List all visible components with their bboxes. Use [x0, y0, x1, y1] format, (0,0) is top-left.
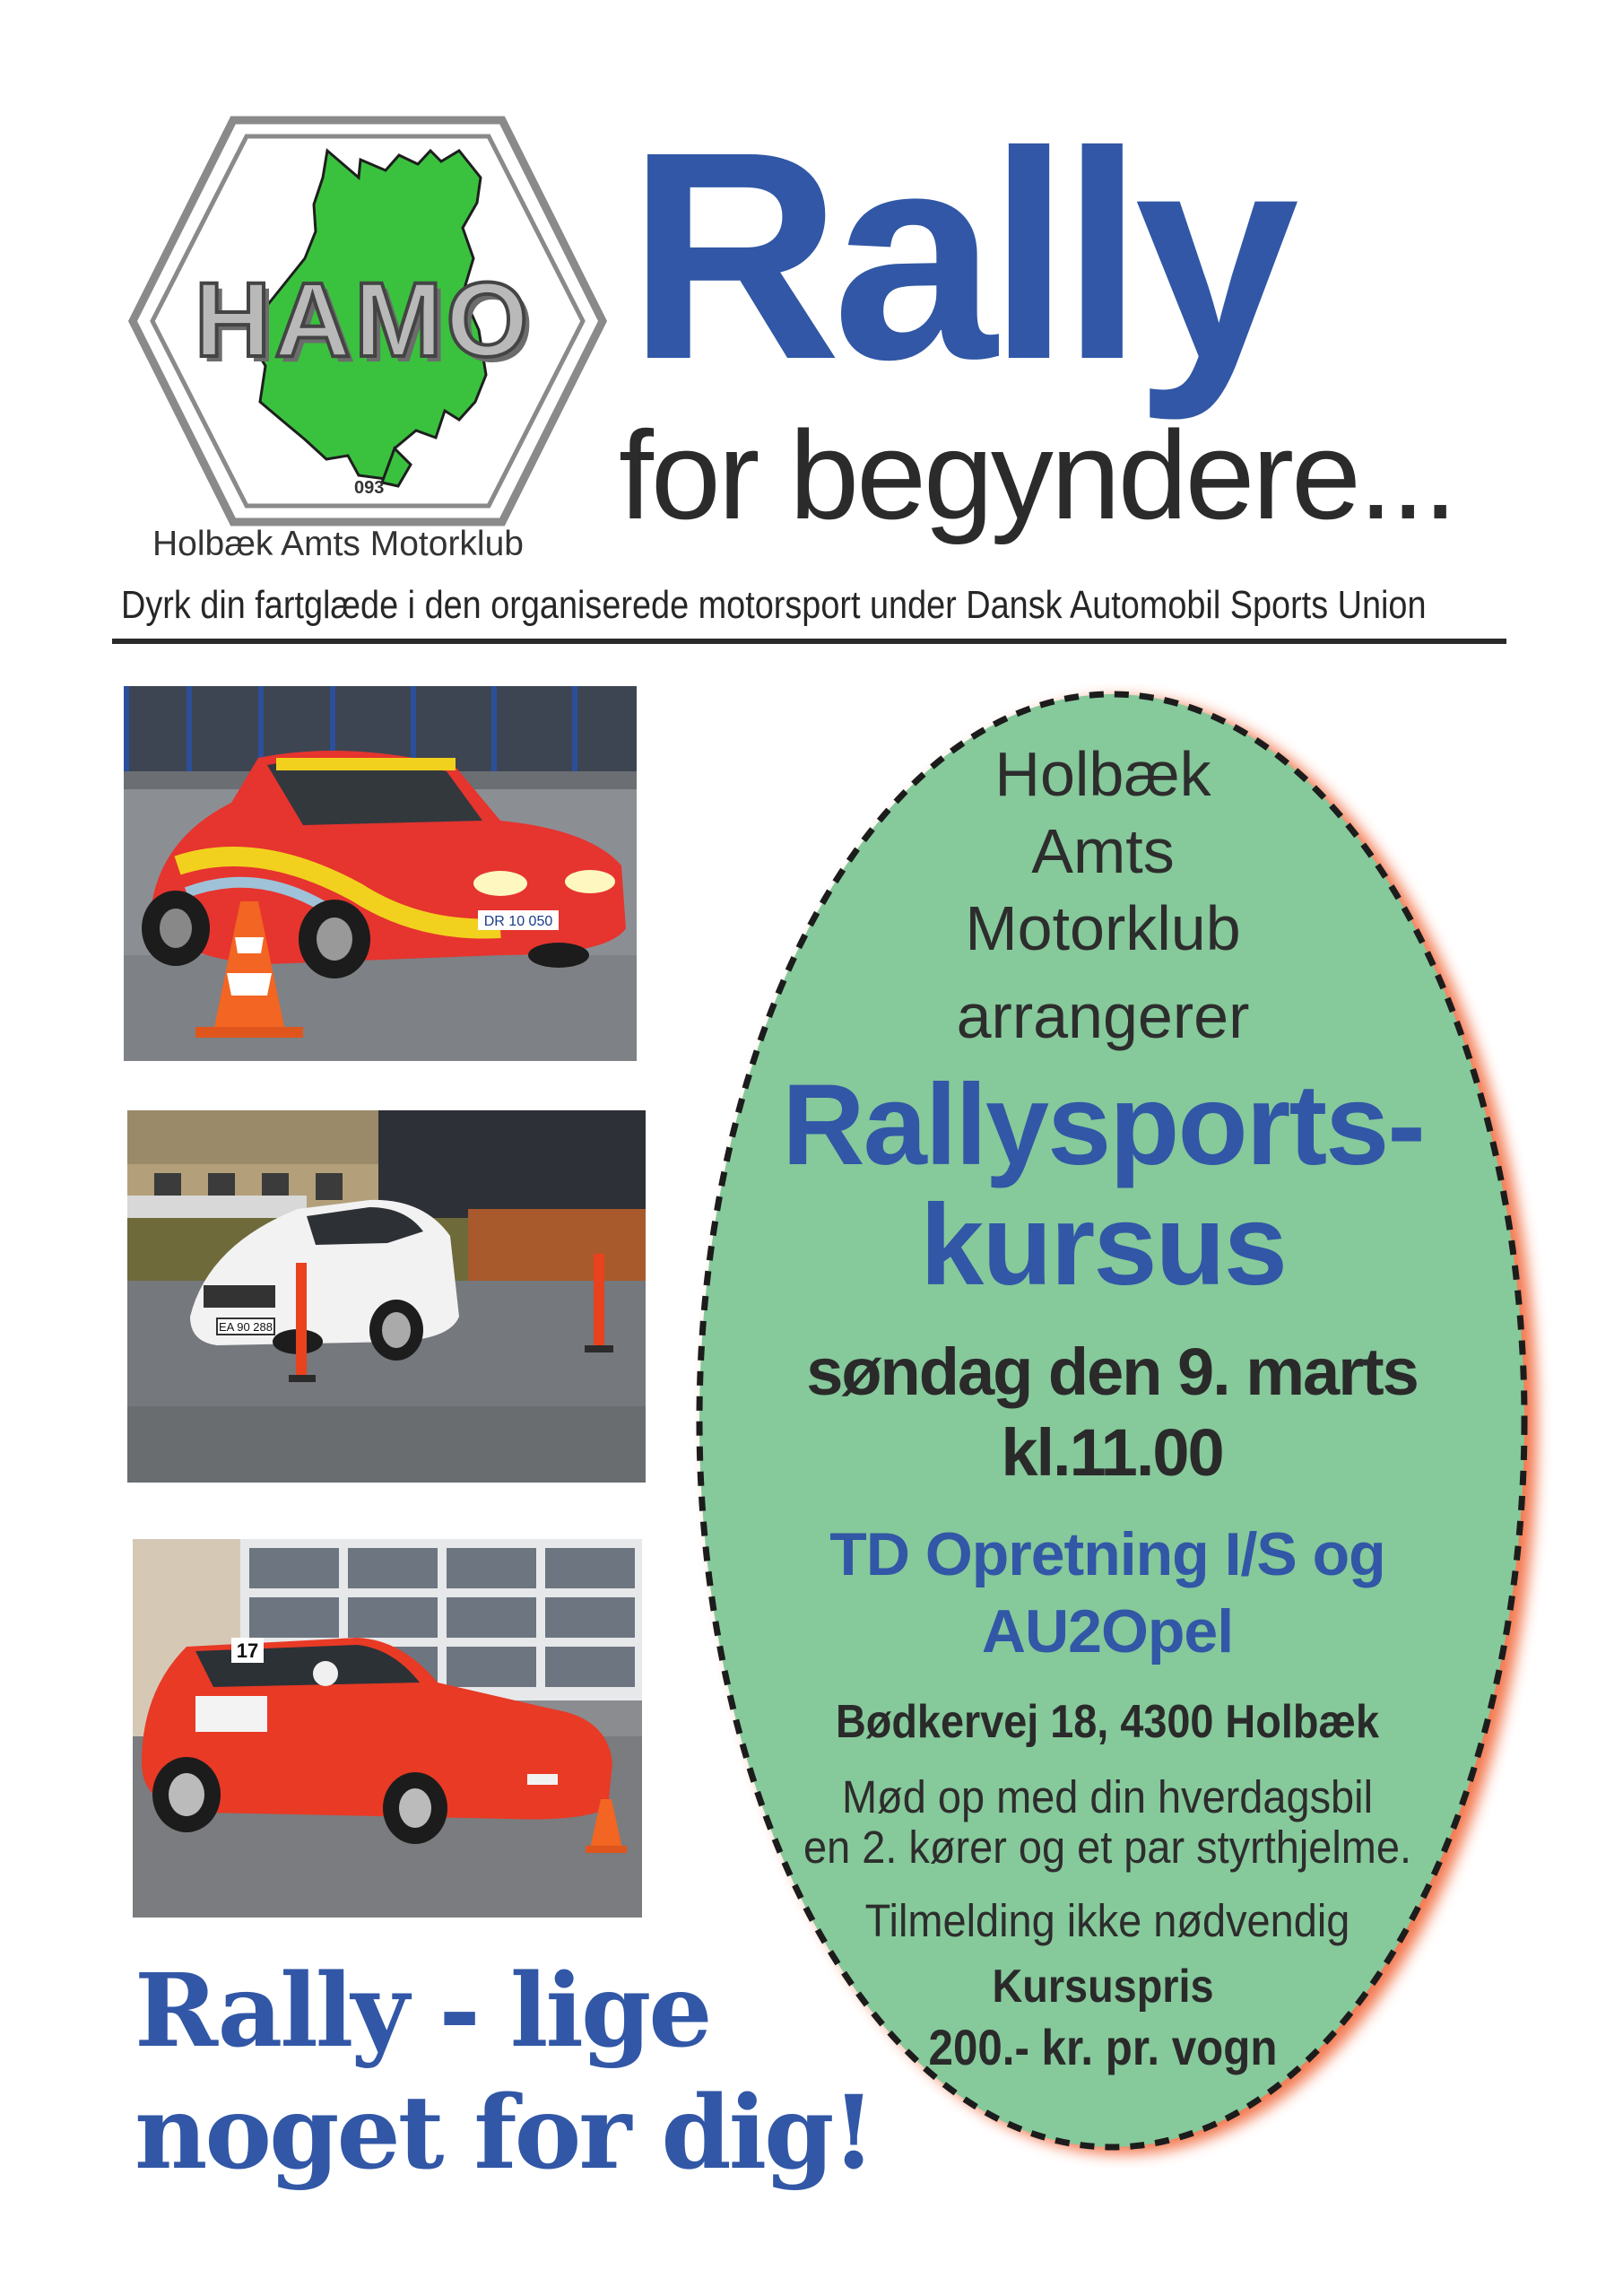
event-date: søndag den 9. marts: [806, 1335, 1418, 1409]
red-rally-car-photo: [124, 686, 637, 1061]
course-title: [690, 1061, 1515, 1309]
club-name: Holbæk Amts Motorklub: [152, 525, 524, 563]
red-hatchback-rally-car-photo: [133, 1539, 642, 1918]
info-line: en 2. kører og et par styrthjelme.: [803, 1822, 1412, 1873]
venue-line: TD Opretning I/S og: [829, 1520, 1385, 1588]
org-line: Amts: [1031, 816, 1175, 886]
plate-1: DR 10 050: [483, 914, 553, 929]
logo-text: HAMO: [194, 261, 533, 379]
logo-number: 093: [354, 478, 385, 498]
photo-white-rally-car: [127, 1110, 646, 1483]
info-line: Mød op med din hverdagsbil: [841, 1771, 1374, 1822]
white-rally-car-photo: [127, 1110, 646, 1483]
course-line: kursus: [920, 1181, 1286, 1309]
event-address: Bødkervej 18, 4300 Holbæk: [835, 1696, 1380, 1748]
event-time: kl.11.00: [1001, 1415, 1223, 1490]
signup-note: Tilmelding ikke nødvendig: [864, 1895, 1350, 1946]
photo-red-rally-car: [124, 686, 637, 1061]
hamo-logo: [126, 115, 610, 527]
divider: [112, 639, 1506, 644]
slogan-line: noget for dig!: [135, 2074, 873, 2192]
org-line: Motorklub: [965, 893, 1241, 963]
event-info: [749, 1772, 1466, 1873]
photo-red-hatchback: [133, 1539, 642, 1918]
car-number: 17: [236, 1639, 259, 1662]
slogan: [135, 1951, 873, 2195]
event-venue: [726, 1516, 1488, 1670]
page-title: Rally: [628, 90, 1290, 421]
course-line: Rallysports-: [782, 1061, 1424, 1189]
venue-line: AU2Opel: [981, 1597, 1234, 1665]
tagline: Dyrk din fartglæde i den organiserede motorsport under Dansk Automobil Sports Union: [121, 583, 1427, 627]
org-line: Holbæk: [994, 739, 1211, 809]
slogan-line: Rally - lige: [135, 1952, 710, 2070]
plate-2: EA 90 288: [219, 1320, 273, 1334]
page-subtitle: for begyndere...: [619, 404, 1455, 545]
event-organizer: [735, 735, 1471, 1055]
event-datetime: [717, 1332, 1506, 1493]
org-line: arrangerer: [956, 981, 1250, 1051]
price-value: 200.- kr. pr. vogn: [928, 2019, 1278, 2075]
price-label: Kursuspris: [992, 1961, 1214, 2013]
